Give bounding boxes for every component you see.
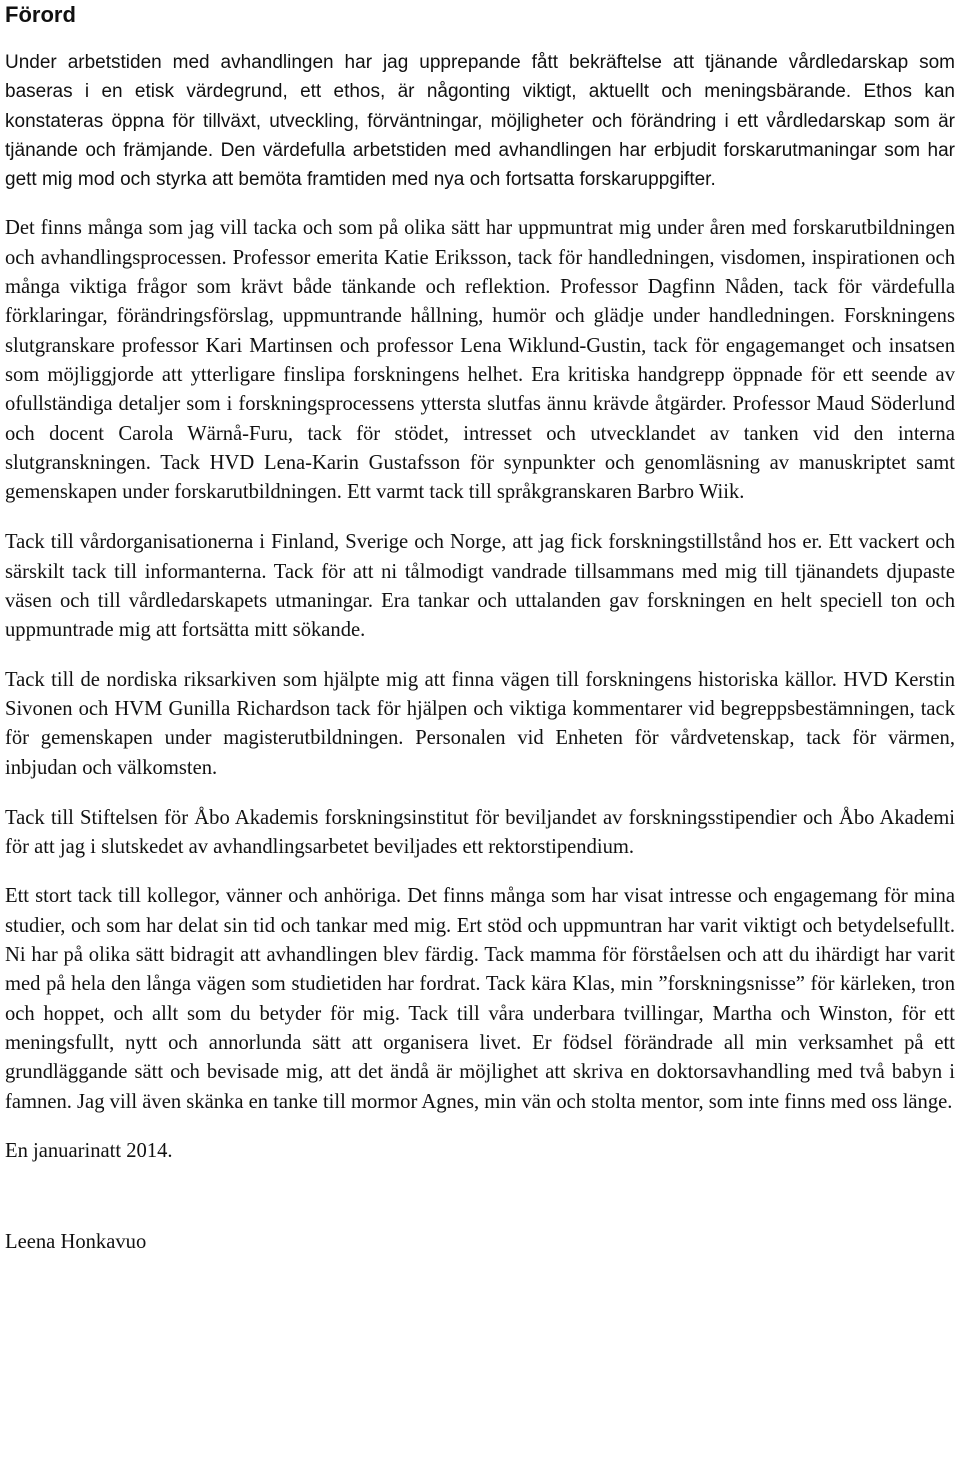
page-title: Förord [5, 2, 76, 27]
paragraph-thanks-supervisors: Det finns många som jag vill tacka och som på olika sätt har uppmuntrat mig under åren med forskarutbildningen och avhandlingsprocessen. Professor emerita Katie Eriksson, tack för handledningen, visdomen, inspirationen och många viktiga frågor som krävt både tänkande och reflektion. Professor Dagfinn Nåden, tack för värdefulla förklaringar, förändringsförslag, uppmuntrande hållning, humör och glädje under handledningen. Forskningens slutgranskare professor Kari Martinsen och professor Lena Wiklund-Gustin, tack för engagemanget och insatsen som möjliggjorde att ytterligare finslipa forskningens helhet. Era kritiska handgrepp öppnade för ett seende av ofullständiga detaljer som i forskningsprocessens yttersta slutfas ännu krävde åtgärder. Professor Maud Söderlund och docent Carola Wärnå-Furu, tack för stödet, intresset och utvecklandet av tanken vid den interna slutgranskningen. Tack HVD Lena-Karin Gustafsson för synpunkter och genomläsning av manuskriptet samt gemenskapen under forskarutbildningen. Ett varmt tack till språkgranskaren Barbro Wiik. [5, 217, 955, 504]
paragraph-thanks-family: Ett stort tack till kollegor, vänner och anhöriga. Det finns många som har visat intresse och engagemang för mina studier, och som har delat sin tid och tankar med mig. Ert stöd och uppmuntran har varit viktigt och betydelsefullt. Ni har på olika sätt bidragit att avhandlingen blev färdig. Tack mamma för förståelsen och att du ihärdigt har varit med på hela den långa vägen som studietiden har fordrat. Tack kära Klas, min ”forskningsnisse” för kärleken, tron och hoppet, och allt som du betyder för mig. Tack till våra underbara tvillingar, Martha och Winston, för ett meningsfullt, nytt och annorlunda sätt att organisera livet. Er födsel förändrade all min verksamhet på ett grundläggande sätt och bevisade mig, att det ändå är möjlighet att skriva en doktorsavhandling med två babyn i famnen. Jag vill även skänka en tanke till mormor Agnes, min vän och stolta mentor, som inte finns med oss länge. [5, 885, 955, 1113]
paragraph-intro: Under arbetstiden med avhandlingen har jag upprepande fått bekräftelse att tjänande vårdledarskap som baseras i en etisk värdegrund, ett ethos, är någonting viktigt, aktuellt och meningsbärande. Ethos kan konstateras öppna för tillväxt, utveckling, förväntningar, möjligheter och förändring i ett vårdledarskap som är tjänande och främjande. Den värdefulla arbetstiden med avhandlingen har erbjudit forskarutmaningar som har gett mig mod och styrka att bemöta framtiden med nya och fortsatta forskaruppgifter. [5, 52, 955, 191]
paragraph-thanks-archives: Tack till de nordiska riksarkiven som hjälpte mig att finna vägen till forskningens historiska källor. HVD Kerstin Sivonen och HVM Gunilla Richardson tack för hjälpen och viktiga kommentarer vid begreppsbestämningen, tack för gemenskapen under magisterutbildningen. Personalen vid Enheten för vårdvetenskap, tack för värmen, inbjudan och välkomsten. [5, 668, 955, 779]
paragraph-thanks-organisations: Tack till vårdorganisationerna i Finland, Sverige och Norge, att jag fick forskningstillstånd hos er. Ett vackert och särskilt tack till informanterna. Tack för att ni tålmodigt vandrade tillsammans med mig till tjänandets djupaste väsen och till vårdledarskapets utmaningar. Era tankar och uttalanden gav forskningen en helt speciell ton och uppmuntrade mig att fortsätta mitt sökande. [5, 531, 955, 642]
paragraph-thanks-foundation: Tack till Stiftelsen för Åbo Akademis forskningsinstitut för beviljandet av forskningsstipendier och Åbo Akademi för att jag i slutskedet av avhandlingsarbetet beviljades ett rektorstipendium. [5, 806, 955, 859]
signature: Leena Honkavuo [5, 1231, 147, 1254]
date-line: En januarinatt 2014. [5, 1139, 173, 1162]
document-page [5, 0, 955, 1257]
